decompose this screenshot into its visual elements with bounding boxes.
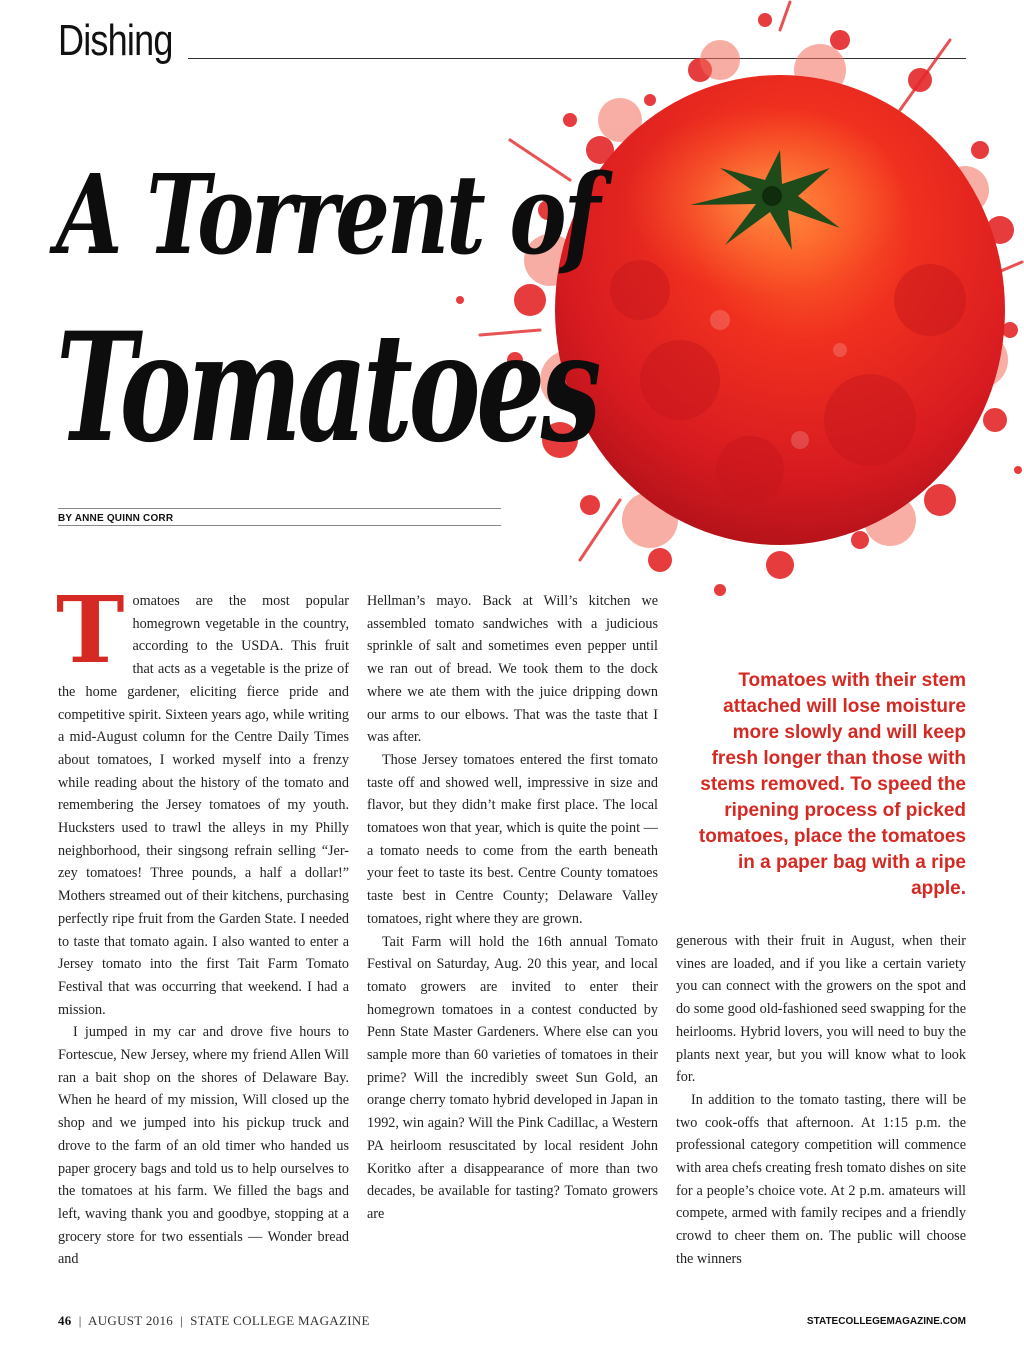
byline: BY ANNE QUINN CORR bbox=[58, 513, 174, 524]
article-paragraph: Hellman’s mayo. Back at Will’s kitchen we assembled tomato sandwiches with a judicious sprinkle of salt and sometimes even pepper until we ran out of bread. We took them to the dock where we ate them with the juice dripping down our arms to our elbows. That was the taste that I was after. bbox=[367, 593, 658, 746]
issue-date: AUGUST 2016 bbox=[88, 1313, 174, 1328]
article-column-3 bbox=[676, 930, 966, 1271]
headline-line-2: Tomatoes bbox=[56, 300, 598, 476]
article-paragraph: Tait Farm will hold the 16th annual Tomato Festival on Saturday, Aug. 20 this year, and local tomato growers are invited to enter their homegrown tomatoes in a contest conducted by Penn State Master Gardeners. Where else can you sample more than 60 varieties of tomatoes in their prime? Will the incredibly sweet Sun Gold, an orange cherry tomato hybrid developed in Japan in 1992, win again? Will the Pink Cadillac, a Western PA heirloom resuscitated by local resident John Koritko after a disappearance of more than two decades, be available for tasting? Tomato growers are bbox=[367, 933, 658, 1222]
article-paragraph: I jumped in my car and drove five hours to Fortescue, New Jersey, where my friend Allen Will ran a bait shop on the shores of Delaware Bay. When he heard of my mission, Will closed up the shop and we jumped into his pickup truck and drove to the farm of an old timer who handed us paper grocery bags and told us to help ourselves to the tomatoes at his farm. We filled the bags and left, waving thank you and goodbye, stopping at a grocery store for two essentials — Wonder bread and bbox=[58, 1024, 349, 1268]
magazine-name: STATE COLLEGE MAGAZINE bbox=[190, 1313, 370, 1328]
drop-cap: T bbox=[56, 576, 125, 684]
article-paragraph: Those Jersey tomatoes entered the first tomato taste off and showed well, impressive in size and flavor, but they didn’t make first place. The local tomatoes won that year, which is quite the point — a tomato needs to come from the earth beneath your feet to taste its best. Centre County tomatoes taste best in Centre County; Delaware Valley tomatoes, right where they are grown. bbox=[367, 751, 658, 927]
article-paragraph: omatoes are the most popular homegrown vegetable in the country, according to the USDA. This fruit that acts as a vegetable is the prize of the home gardener, eliciting fierce pride and competitive spirit. Sixteen years ago, while writing a mid-August column for the Centre Daily Times about tomatoes, I worked myself into a frenzy while reading about the history of the tomato and remembering the Jersey tomatoes of my youth. Hucksters used to trawl the alleys in my Philly neighborhood, their singsong refrain selling “Jer-zey tomatoes! Three pounds, a half a dollar!” Mothers streamed out of their kitchens, purchasing perfectly ripe fruit from the Garden State. I needed to taste that tomato again. I also wanted to enter a Jersey tomato into the first Tait Farm Tomato Festival that was occurring that weekend. I had a mission. bbox=[58, 593, 349, 1018]
section-label: Dishing bbox=[58, 16, 173, 65]
byline-rule-bottom bbox=[58, 525, 501, 526]
article-column-1 bbox=[56, 576, 349, 1271]
page-footer: 46 | AUGUST 2016 | STATE COLLEGE MAGAZINE bbox=[58, 1313, 370, 1328]
website-url: STATECOLLEGEMAGAZINE.COM bbox=[806, 1316, 966, 1327]
headline-line-1: A Torrent of bbox=[56, 150, 598, 279]
byline-rule-top bbox=[58, 508, 501, 509]
article-paragraph: generous with their fruit in August, when their vines are loaded, and if you like a certain variety you can connect with the growers on the spot and do some good old-fashioned seed swapping for the heirlooms. Hybrid lovers, you will need to buy the plants next year, but you will know what to look for. bbox=[676, 933, 966, 1086]
article-paragraph: In addition to the tomato tasting, there will be two cook-offs that afternoon. At 1:15 p.m. the professional category competition will commence with area chefs creating fresh tomato dishes on site for a people’s choice vote. At 2 p.m. amateurs will compete, armed with family recipes and a friendly crowd to cheer them on. The public will choose the winners bbox=[676, 1091, 966, 1267]
article-column-2 bbox=[367, 590, 658, 1226]
pull-quote: Tomatoes with their stem attached will lose moisture more slowly and will keep fresh longer than those with stems removed. To speed the ripening process of picked tomatoes, place the tomatoes in a paper bag with a ripe apple. bbox=[698, 670, 966, 899]
page-number: 46 bbox=[58, 1313, 72, 1328]
